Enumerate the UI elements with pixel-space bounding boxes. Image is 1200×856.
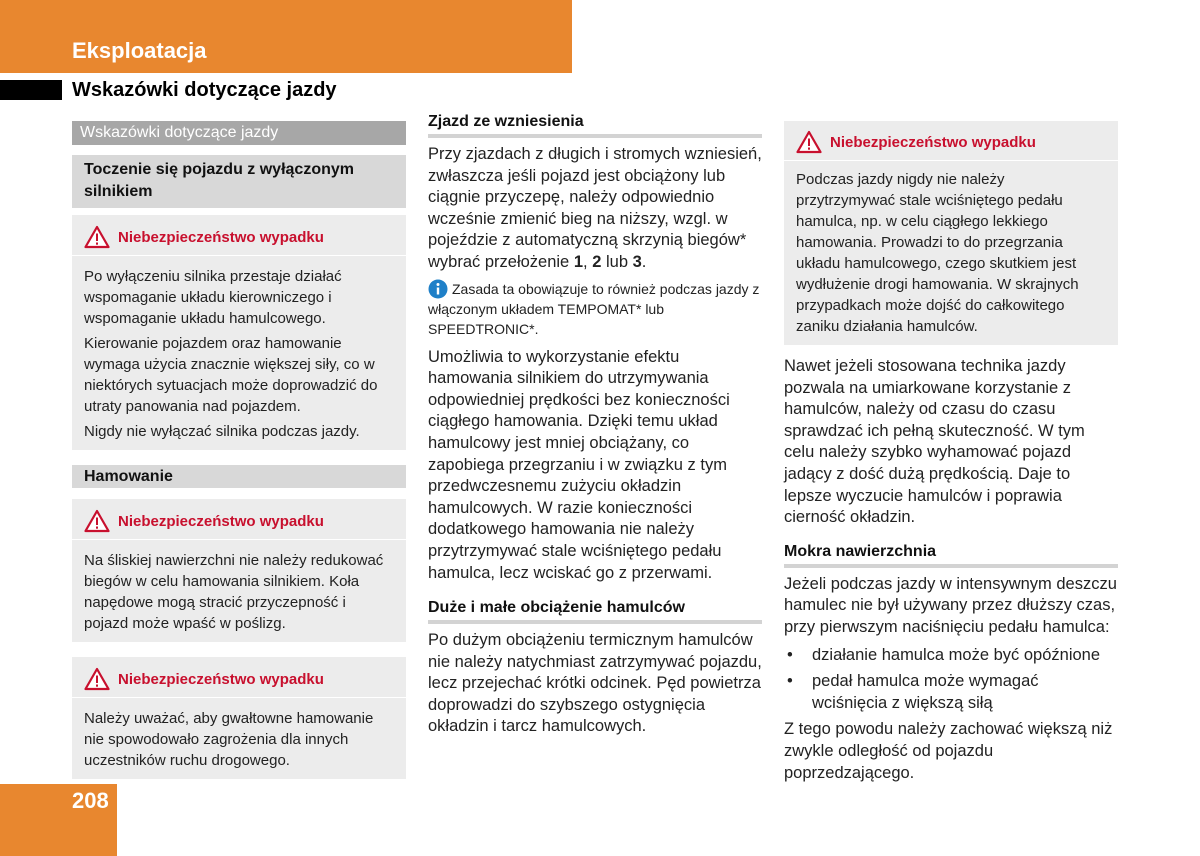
- page-number: 208: [72, 788, 109, 813]
- paragraph: Jeżeli podczas jazdy w intensywnym deszczu hamulec nie był używany przez dłuższy czas, przy pierwszym naciśnięciu pedału hamulca:: [784, 574, 1117, 636]
- gear-value: 2: [592, 252, 602, 271]
- paragraph: Po dużym obciążeniu termicznym hamulców nie należy natychmiast zatrzymywać pojazdu, lecz przejechać krótki odcinek. Pęd powietrza doprowadzi do szybszego ostygnięcia okładzin i tarcz hamulcowych.: [428, 631, 762, 736]
- subheading: Zjazd ze wzniesienia: [428, 113, 584, 130]
- warning-title: Niebezpieczeństwo wypadku: [118, 512, 324, 530]
- divider: [428, 134, 762, 138]
- bullet-item: • działanie hamulca może być opóźnione: [784, 645, 1118, 667]
- divider: [784, 564, 1118, 568]
- info-icon: [428, 279, 448, 299]
- warning-triangle-icon: [84, 667, 110, 691]
- warning-triangle-icon: [84, 509, 110, 533]
- warning-heading: [84, 509, 394, 533]
- bullet-icon: •: [787, 672, 793, 691]
- warning-text: Należy uważać, aby gwałtowne hamowanie nie spowodowało zagrożenia dla innych uczestników ruchu drogowego.: [84, 710, 374, 769]
- warning-title: Niebezpieczeństwo wypadku: [830, 133, 1036, 151]
- bullet-icon: •: [787, 645, 793, 664]
- topic-heading: Hamowanie: [72, 465, 406, 488]
- subheading: Mokra nawierzchnia: [784, 542, 937, 560]
- warning-box: [72, 499, 406, 642]
- warning-triangle-icon: [84, 225, 110, 249]
- right-column: [784, 121, 1118, 784]
- chapter-title: Eksploatacja: [72, 38, 207, 63]
- left-column: [72, 121, 406, 779]
- warning-text: Kierowanie pojazdem oraz hamowanie wymaga użycia znacznie większej siły, co w niektórych sytuacjach może doprowadzić do utraty panowania nad pojazdem.: [84, 335, 378, 415]
- subheading: Duże i małe obciążenie hamulców: [428, 599, 685, 617]
- warning-heading: [84, 225, 394, 249]
- paragraph: Nawet jeżeli stosowana technika jazdy pozwala na umiarkowane korzystanie z hamulców, należy od czasu do czasu sprawdzać ich pełną skuteczność. W tym celu należy szybko wyhamować pojazd jadący z dość dużą prędkością. Daje to lepsze wyczucie hamulców i poprawia cierność okładzin.: [784, 357, 1085, 527]
- warning-heading: [796, 130, 1106, 154]
- gear-value: 3: [632, 252, 642, 271]
- paragraph: Przy zjazdach z długich i stromych wzniesień, zwłaszcza jeśli pojazd jest obciążony lub ciągnie przyczepę, należy odpowiednio wcześnie zmienić bieg na niższy, wzgl. w pojeździe z automatyczną skrzynią biegów* wybrać przełożenie 1, 2 lub 3.: [428, 145, 762, 271]
- paragraph: Z tego powodu należy zachować większą niż zwykle odległość od pojazdu poprzedzającego.: [784, 720, 1113, 782]
- topic-tab: Wskazówki dotyczące jazdy: [72, 121, 406, 145]
- warning-box: [72, 657, 406, 779]
- topic-heading: Toczenie się pojazdu z wyłączonym silnikiem: [72, 155, 406, 208]
- warning-text: Nigdy nie wyłączać silnika podczas jazdy.: [84, 423, 360, 440]
- warning-title: Niebezpieczeństwo wypadku: [118, 670, 324, 688]
- divider: [428, 620, 762, 624]
- paragraph: Umożliwia to wykorzystanie efektu hamowania silnikiem do utrzymywania odpowiedniej prędkości bez konieczności ciągłego hamowania. Dzięki temu układ hamulcowy jest mniej obciążany, co zapobiega przegrzaniu i w związku z tym przedwczesnemu zużyciu okładzin hamulcowych. W razie konieczności dodatkowego hamowania nie należy przytrzymywać stale wciśniętego pedału hamulca, lecz wciskać go z przerwami.: [428, 347, 730, 582]
- bullet-item: • pedał hamulca może wymagać wciśnięcia z większą siłą: [787, 672, 1039, 712]
- warning-text: Po wyłączeniu silnika przestaje działać wspomaganie układu kierowniczego i wspomaganie układu hamulcowego.: [84, 268, 342, 327]
- section-title: Wskazówki dotyczące jazdy: [72, 79, 337, 101]
- warning-text: Na śliskiej nawierzchni nie należy redukować biegów w celu hamowania silnikiem. Koła napędowe mogą stracić przyczepność i pojazd może wpaść w poślizg.: [84, 552, 384, 632]
- warning-text: Podczas jazdy nigdy nie należy przytrzymywać stale wciśniętego pedału hamulca, np. w celu ciągłego lekkiego hamowania. Prowadzi to do przegrzania układu hamulcowego, czego skutkiem jest wydłużenie drogi hamowania. W skrajnych przypadkach może dojść do całkowitego zaniku działania hamulców.: [796, 171, 1079, 335]
- info-note: Zasada ta obowiązuje to również podczas jazdy z włączonym układem TEMPOMAT* lub SPEEDTRONIC*.: [428, 280, 760, 337]
- warning-box: [72, 215, 406, 450]
- middle-column: [428, 113, 762, 738]
- warning-heading: [84, 667, 394, 691]
- warning-title: Niebezpieczeństwo wypadku: [118, 228, 324, 246]
- section-marker: [0, 80, 62, 100]
- warning-box: [784, 121, 1118, 345]
- warning-triangle-icon: [796, 130, 822, 154]
- gear-value: 1: [573, 252, 584, 271]
